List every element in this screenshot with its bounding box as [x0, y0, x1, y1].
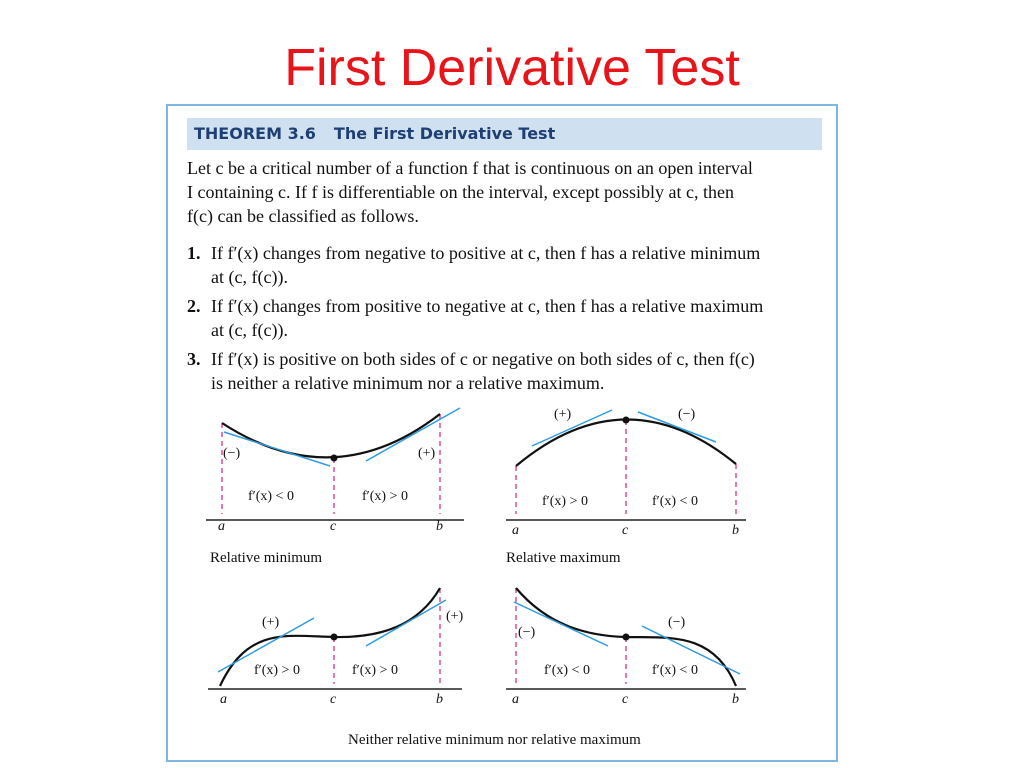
- item-number: 2.: [187, 296, 201, 316]
- intro-line-3: f(c) can be classified as follows.: [187, 206, 419, 226]
- axis-label-b: b: [436, 519, 443, 534]
- slide-title: First Derivative Test: [284, 39, 740, 97]
- item-number: 1.: [187, 243, 201, 263]
- item-line: If f′(x) changes from negative to positive at c, then f has a relative minimum: [211, 243, 761, 263]
- derivative-label-left: f′(x) < 0: [544, 663, 590, 678]
- item-line: at (c, f(c)).: [211, 320, 288, 340]
- critical-point: [331, 455, 338, 462]
- derivative-label-right: f′(x) < 0: [652, 663, 698, 678]
- sign-label-right: (−): [668, 615, 686, 630]
- item-line: at (c, f(c)).: [211, 267, 288, 287]
- item-line: If f′(x) changes from positive to negative at c, then f has a relative maximum: [211, 296, 764, 316]
- caption-relative-maximum: Relative maximum: [506, 550, 621, 566]
- sign-label-right: (+): [446, 609, 464, 624]
- critical-point: [623, 634, 630, 641]
- theorem-box: [166, 104, 838, 762]
- tangent-line-right: [638, 412, 716, 442]
- axis-label-c: c: [330, 692, 337, 707]
- item-number: 3.: [187, 349, 201, 369]
- derivative-label-left: f′(x) < 0: [248, 489, 294, 504]
- curve: [220, 588, 440, 686]
- derivative-label-right: f′(x) > 0: [352, 663, 398, 678]
- axis-label-a: a: [220, 692, 227, 707]
- caption-relative-minimum: Relative minimum: [210, 550, 323, 566]
- figure-relative-maximum: [506, 407, 746, 538]
- axis-label-c: c: [330, 519, 337, 534]
- axis-label-c: c: [622, 692, 629, 707]
- figure-increasing-both-sides: [208, 588, 464, 707]
- axis-label-b: b: [732, 692, 739, 707]
- sign-label-left: (−): [518, 625, 536, 640]
- figure-decreasing-both-sides: [506, 588, 746, 707]
- critical-point: [331, 634, 338, 641]
- axis-label-b: b: [436, 692, 443, 707]
- theorem-label: THEOREM 3.6: [194, 124, 316, 143]
- figures-diagram: [168, 106, 836, 760]
- sign-label-left: (+): [554, 407, 572, 422]
- derivative-label-right: f′(x) < 0: [652, 494, 698, 509]
- curve: [222, 414, 440, 457]
- item-line: is neither a relative minimum nor a relative maximum.: [211, 373, 605, 393]
- item-line: If f′(x) is positive on both sides of c or negative on both sides of c, then f(c): [211, 349, 755, 369]
- derivative-label-left: f′(x) > 0: [542, 494, 588, 509]
- axis-label-c: c: [622, 523, 629, 538]
- theorem-name: The First Derivative Test: [333, 124, 556, 143]
- sign-label-left: (−): [223, 446, 241, 461]
- axis-label-a: a: [218, 519, 225, 534]
- derivative-label-left: f′(x) > 0: [254, 663, 300, 678]
- sign-label-right: (+): [418, 446, 436, 461]
- sign-label-left: (+): [262, 615, 280, 630]
- axis-label-a: a: [512, 692, 519, 707]
- sign-label-right: (−): [678, 407, 696, 422]
- tangent-line-left: [532, 410, 612, 446]
- axis-label-b: b: [732, 523, 739, 538]
- caption-neither: Neither relative minimum nor relative maximum: [348, 732, 641, 748]
- critical-point: [623, 417, 630, 424]
- derivative-label-right: f′(x) > 0: [362, 489, 408, 504]
- tangent-line-right: [366, 600, 446, 646]
- intro-line-2: I containing c. If f is differentiable on the interval, except possibly at c, then: [187, 182, 734, 202]
- tangent-line-right: [366, 408, 460, 461]
- axis-label-a: a: [512, 523, 519, 538]
- figure-relative-minimum: [206, 408, 464, 534]
- intro-line-1: Let c be a critical number of a function f that is continuous on an open interval: [187, 158, 753, 178]
